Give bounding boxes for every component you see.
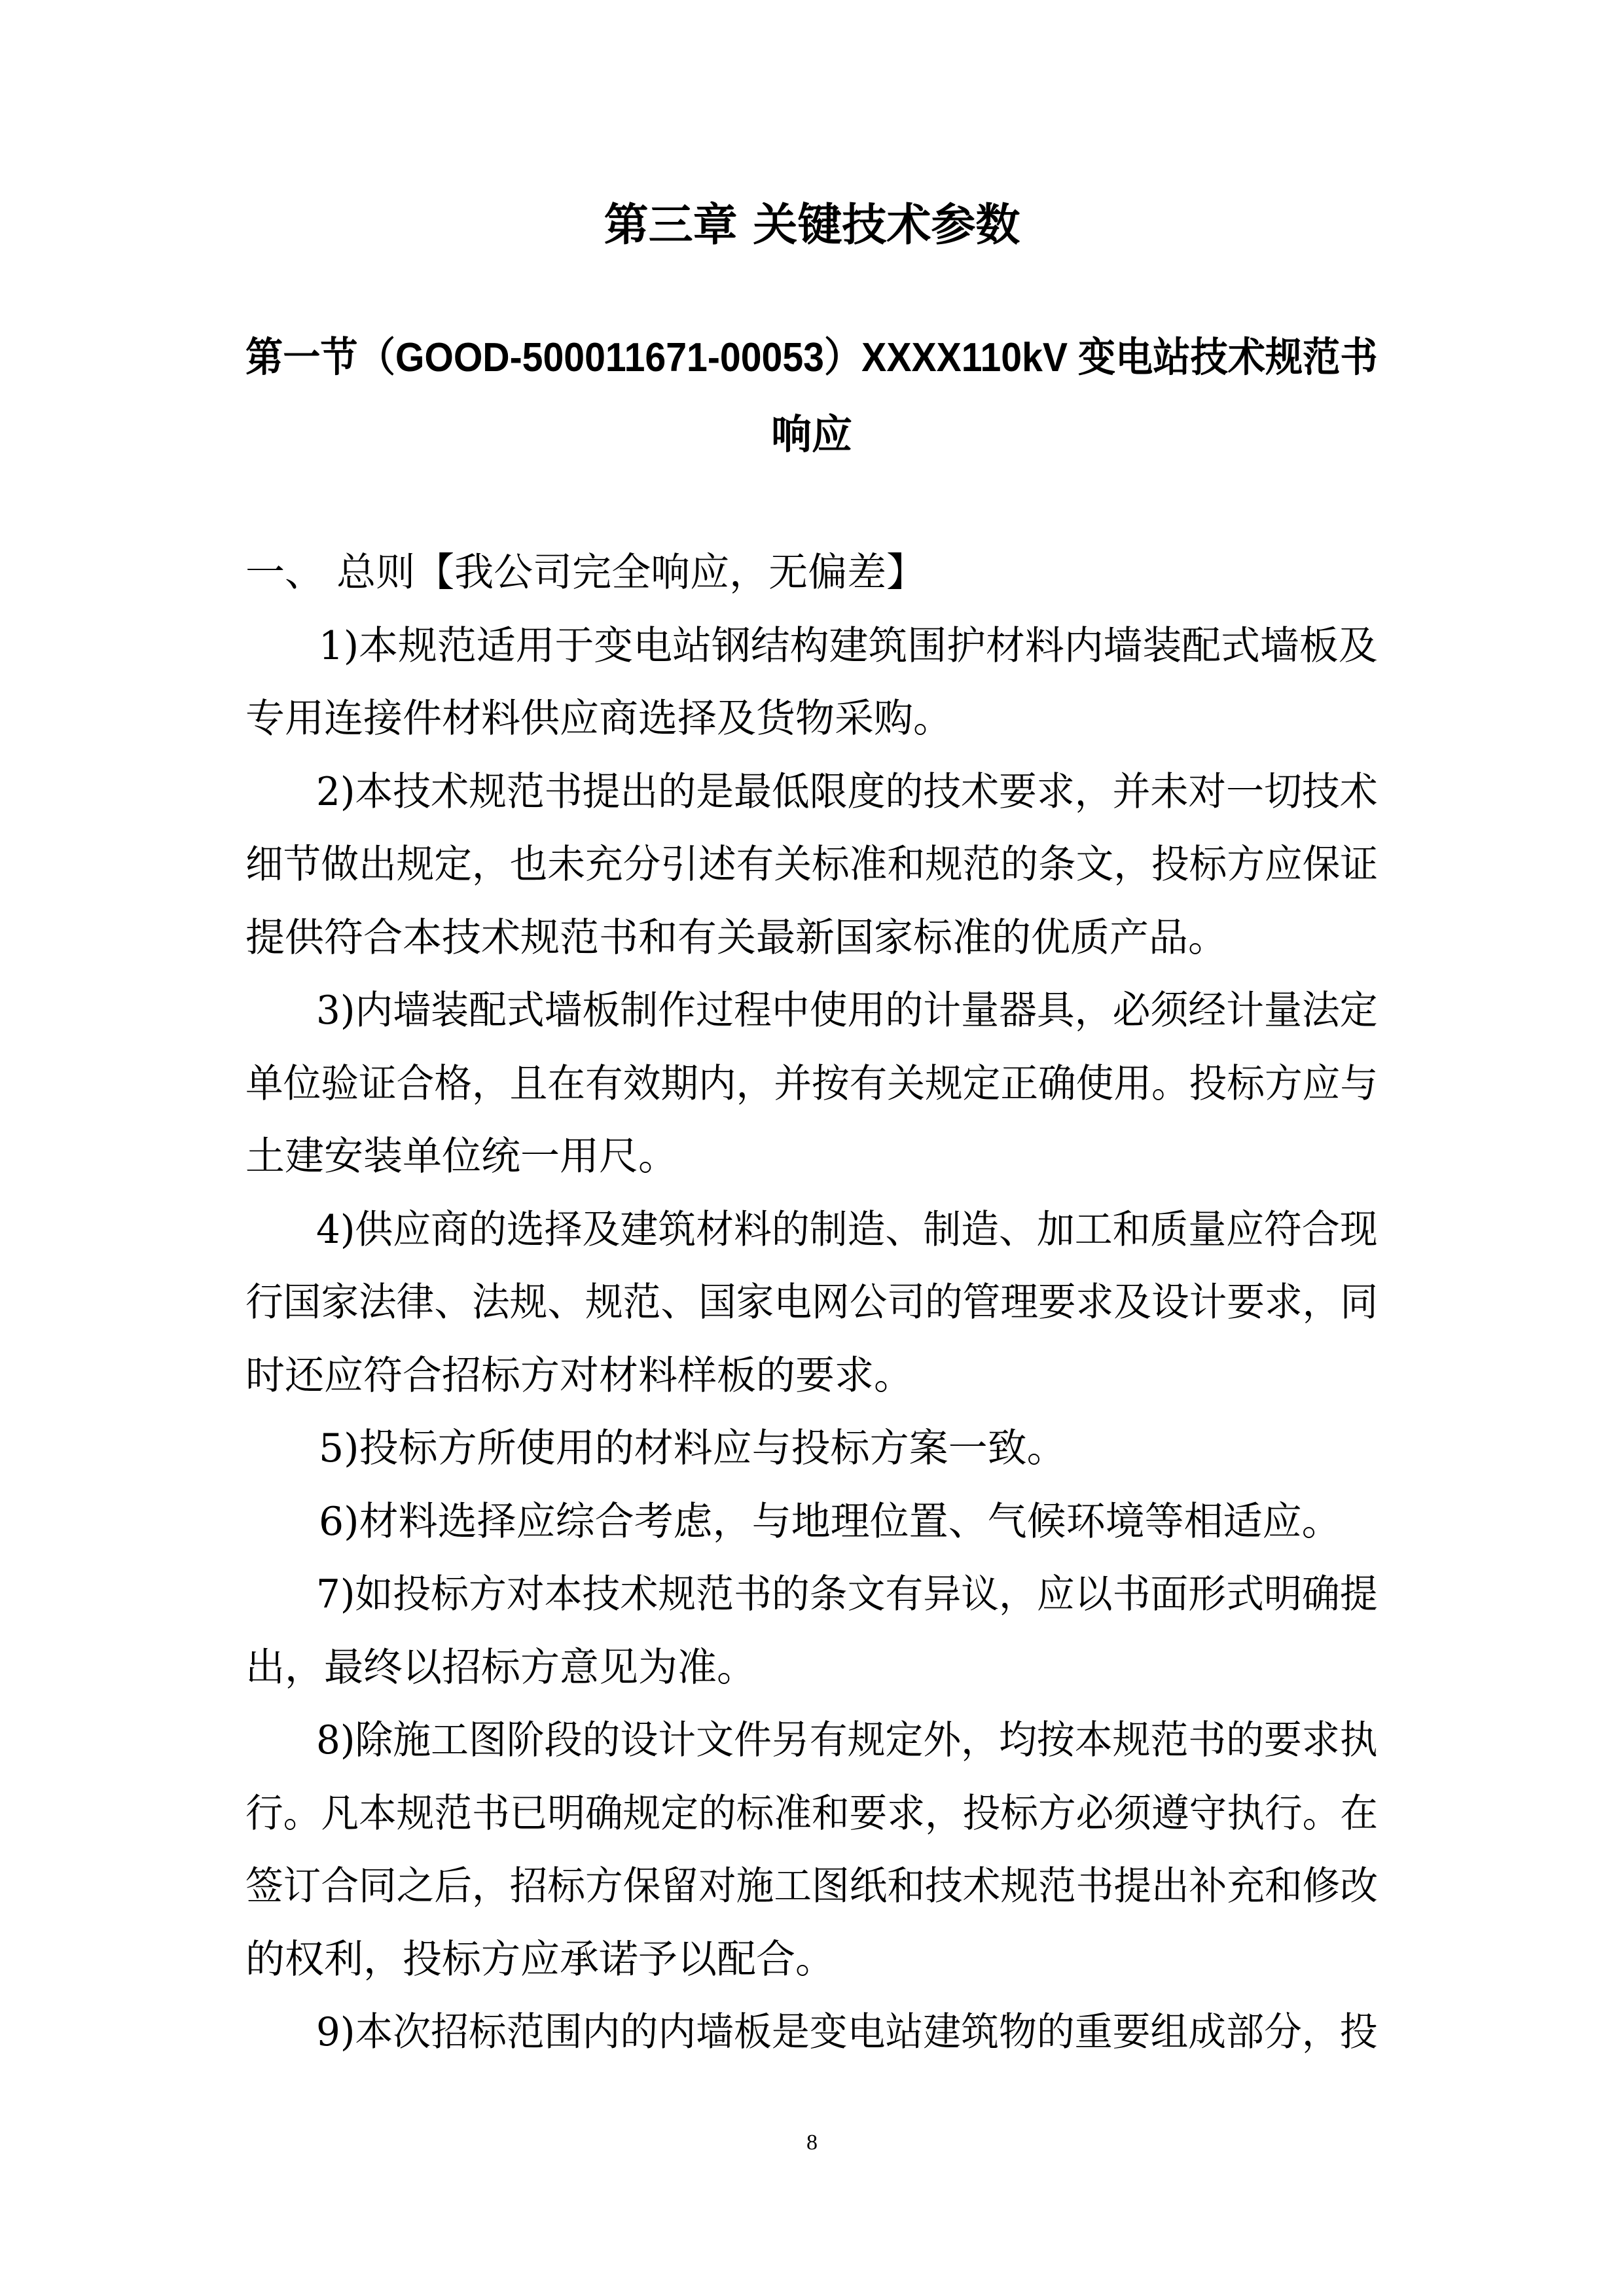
paragraph	[245, 975, 1378, 1194]
paragraph-line: 8)除施工图阶段的设计文件另有规定外，均按本规范书的要求执	[316, 1717, 1378, 1763]
paragraph	[245, 1486, 1378, 1559]
paragraph-line: 7)如投标方对本技术规范书的条文有异议，应以书面形式明确提	[316, 1571, 1378, 1617]
paragraph	[245, 1412, 1378, 1486]
page-number: 8	[806, 2130, 818, 2155]
section-title-line2: 响应	[770, 412, 852, 457]
document-body	[245, 537, 1378, 2070]
paragraph-line: 行国家法律、法规、规范、国家电网公司的管理要求及设计要求，同	[245, 1280, 1378, 1325]
paragraph-line: 4)供应商的选择及建筑材料的制造、制造、加工和质量应符合现	[316, 1206, 1378, 1253]
paragraph-line: 5)投标方所使用的材料应与投标方案一致。	[319, 1426, 1066, 1471]
paragraph-line: 6)材料选择应综合考虑，与地理位置、气候环境等相适应。	[319, 1498, 1341, 1545]
paragraph-line: 行。凡本规范书已明确规定的标准和要求，投标方必须遵守执行。在	[245, 1790, 1378, 1837]
chapter-title: 第三章 关键技术参数	[604, 200, 1020, 251]
paragraph	[245, 1996, 1378, 2070]
paragraph-line: 单位验证合格，且在有效期内，并按有关规定正确使用。投标方应与	[245, 1060, 1378, 1107]
paragraph	[245, 1194, 1378, 1413]
paragraph-line: 时还应符合招标方对材料样板的要求。	[245, 1352, 913, 1399]
paragraph-line: 签订合同之后，招标方保留对施工图纸和技术规范书提出补充和修改	[245, 1863, 1378, 1909]
section-heading: 一、 总则【我公司完全响应，无偏差】	[245, 550, 926, 596]
paragraph-line: 9)本次招标范围内的内墙板是变电站建筑物的重要组成部分，投	[316, 2009, 1378, 2055]
paragraph-line: 专用连接件材料供应商选择及货物采购。	[245, 696, 952, 742]
paragraph	[245, 756, 1378, 975]
paragraph-line: 出，最终以招标方意见为准。	[245, 1644, 756, 1691]
paragraphs	[245, 610, 1378, 2070]
paragraph-line: 3)内墙装配式墙板制作过程中使用的计量器具，必须经计量法定	[316, 988, 1378, 1033]
paragraph-line: 的权利，投标方应承诺予以配合。	[245, 1936, 835, 1982]
paragraph	[245, 1704, 1378, 1996]
paragraph-line: 细节做出规定，也未充分引述有关标准和规范的条文，投标方应保证	[245, 842, 1378, 888]
paragraph-line: 土建安装单位统一用尺。	[245, 1134, 677, 1179]
paragraph	[245, 1558, 1378, 1704]
paragraph-line: 提供符合本技术规范书和有关最新国家标准的优质产品。	[245, 914, 1227, 961]
paragraph-line: 1)本规范适用于变电站钢结构建筑围护材料内墙装配式墙板及	[318, 622, 1378, 669]
paragraph	[245, 610, 1378, 756]
paragraph-line: 2)本技术规范书提出的是最低限度的技术要求，并未对一切技术	[316, 768, 1378, 815]
section-title-line1: 第一节（GOOD-500011671-00053）XXXX110kV 变电站技术规范书	[245, 335, 1378, 380]
